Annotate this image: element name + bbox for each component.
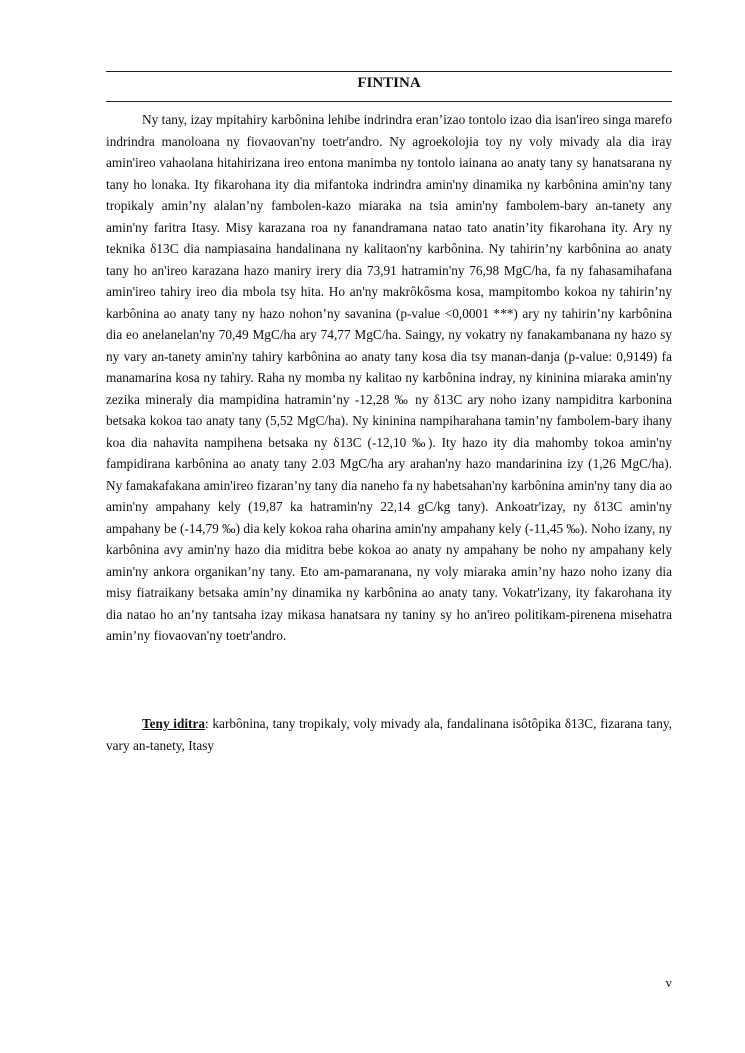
page-title: FINTINA	[357, 75, 421, 91]
keywords-label: Teny iditra	[142, 716, 206, 731]
heading-top-rule	[106, 71, 672, 72]
abstract-paragraph: Ny tany, izay mpitahiry karbônina lehibe indrindra eran’izao tontolo izao dia isan'ireo singa marefo indrindra manoloana ny fiovaovan'ny toetr'andro. Ny agroekolojia toy ny voly mivady ala dia iray amin'ireo vahaolana hitahirizana ireo entona manimba ny tontolo iainana ao anaty tany sy hanatsarana ny tany ho lonaka. Ity fikarohana ity dia mifantoka indrindra amin'ny dinamika ny karbônina amin'ny tany tropikaly amin’ny alalan’ny fambolen-kazo miaraka na tsia amin'ny fambolem-bary an-tanety any amin'ny faritra Itasy. Misy karazana roa ny fanandramana natao tato anatin’ity fikarohana ity. Ary ny teknika δ13C dia nampiasaina handalinana ny kalitaon'ny karbônina. Ny tahirin’ny karbônina ao anaty tany ho an'ireo karazana hazo maniry irery dia 73,91 hatramin'ny 76,98 MgC/ha, fa ny fahasamihafana amin'ireo tahiry ireo dia mbola tsy hita. Ho an'ny makrôkôsma kosa, mampitombo kokoa ny tahirin’ny karbônina ao anaty tany ny hazo nohon’ny savanina (p-value <0,0001 ***) ary ny tahirin’ny karbônina dia eo anelanelan'ny 70,49 MgC/ha ary 74,77 MgC/ha. Saingy, ny vokatry ny fanakambanana ny hazo sy ny vary an-tanety amin'ny tahiry karbônina ao anaty tany kosa dia tsy manan-danja (p-value: 0,9149) fa manamarina kosa ny tahiry. Raha ny momba ny kalitao ny karbônina indray, ny kininina miaraka amin'ny zezika mineraly dia mampidina hatramin’ny -12,28 ‰ ny δ13C ary noho izany nampiditra karbonina betsaka kokoa tao anaty tany (5,52 MgC/ha). Ny kininina nampiharahana tamin’ny fambolem-bary ihany koa dia nahavita nampihena betsaka ny δ13C (-12,10 ‰). Ity hazo ity dia mahomby tokoa amin'ny fampidirana karbônina ao anaty tany 2.03 MgC/ha ary arahan'ny hazo mandarinina izy (1,26 MgC/ha). Ny famakafakana amin'ireo fizaran’ny tany dia naneho fa ny habetsahan'ny karbônina amin'ny tany dia ao amin'ny ampahany kely (19,87 ka hatramin'ny 22,14 gC/kg tany). Ankoatr'izay, ny δ13C amin'ny ampahany be (-14,79 ‰) dia kely kokoa raha oharina amin'ny ampahany kely (-11,45 ‰). Noho izany, ny karbônina avy amin'ny hazo dia miditra bebe kokoa ao anaty ny ampahany be noho ny ampahany kely amin'ny ankora organikan’ny tany. Eto am-pamaranana, ny voly miaraka amin’ny hazo noho izany dia misy fiatraikany betsaka amin’ny dinamika ny karbônina ao anaty tany. Vokatr'izany, ity fakarohana ity dia natao ho an’ny tantsaha izay mikasa hanatsara ny taniny sy ho an'ireo politikam-pirenena misehatra amin’ny fiovaovan'ny toetr'andro.	[106, 112, 672, 643]
keywords-separator: :	[205, 716, 213, 731]
keywords-paragraph	[106, 713, 672, 756]
page-number: v	[665, 975, 672, 990]
keywords-list: karbônina, tany tropikaly, voly mivady ala, fandalinana isôtôpika δ13C, fizarana tany, vary an-tanety, Itasy	[106, 716, 672, 753]
heading-bottom-rule	[106, 101, 672, 102]
